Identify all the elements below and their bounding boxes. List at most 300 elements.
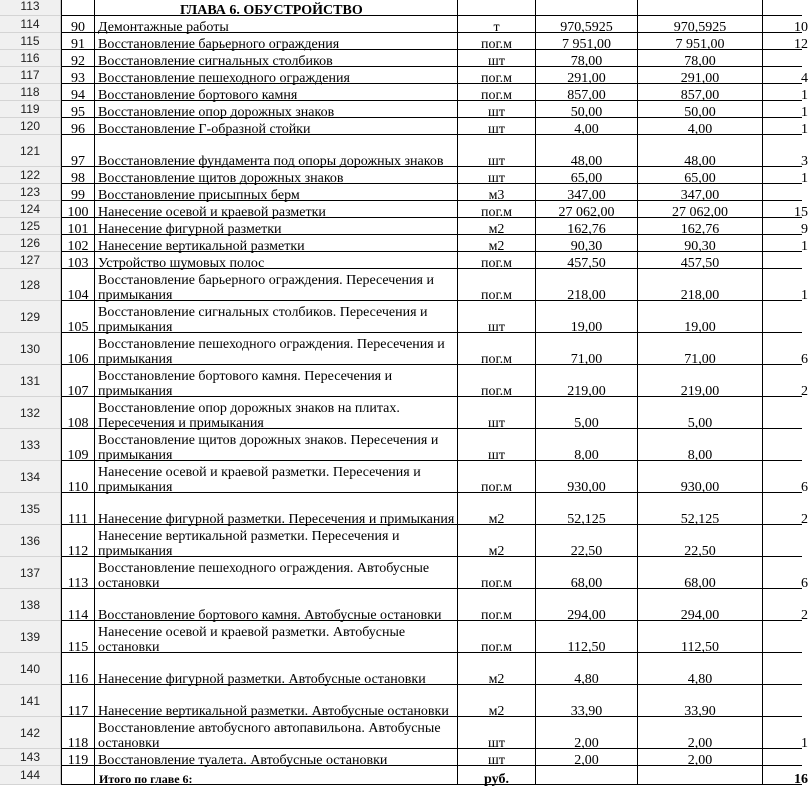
cell-extra-text: 15 (794, 205, 808, 220)
cell-qty2-text: 347,00 (680, 188, 720, 203)
cell-qty2-text: 4,80 (687, 672, 713, 687)
cell-num[interactable] (61, 557, 94, 589)
cell-num[interactable] (61, 16, 94, 33)
cell-qty1[interactable] (535, 717, 637, 749)
cell-qty1-text: 219,00 (567, 384, 606, 399)
cell-name[interactable] (94, 749, 457, 766)
cell-qty1-text: 970,5925 (560, 20, 613, 35)
cell-qty2-text: 7 951,00 (675, 37, 725, 52)
cell-num-text: 117 (67, 704, 89, 719)
cell-qty1[interactable] (535, 621, 637, 653)
cell-num-text: 116 (67, 672, 89, 687)
row-header[interactable]: 126 (0, 235, 61, 252)
cell-unit-text: шт (488, 122, 505, 137)
row-header[interactable]: 115 (0, 33, 61, 50)
cell-qty2[interactable] (637, 201, 762, 218)
cell-unit[interactable] (457, 301, 535, 333)
row-header[interactable]: 124 (0, 201, 61, 218)
cell-qty1[interactable] (535, 301, 637, 333)
cell-qty1-text: 19,00 (570, 320, 603, 335)
cell-extra[interactable] (762, 33, 808, 52)
cell-unit[interactable] (457, 365, 535, 397)
cell-qty1[interactable] (535, 461, 637, 493)
cell-unit[interactable] (457, 135, 535, 167)
cell-qty2[interactable] (637, 557, 762, 589)
cell-name[interactable] (94, 397, 457, 429)
cell-qty1-text: 50,00 (570, 105, 603, 120)
row-header[interactable]: 118 (0, 84, 61, 101)
section-header-row (0, 0, 798, 16)
cell-extra[interactable] (762, 685, 802, 717)
cell-qty2[interactable] (637, 589, 762, 621)
cell-name[interactable] (94, 589, 457, 621)
cell-unit[interactable] (457, 525, 535, 557)
row-header[interactable]: 113 (0, 0, 61, 16)
table-row (0, 269, 808, 303)
cell-name[interactable] (94, 235, 457, 252)
cell-num[interactable] (61, 67, 94, 84)
cell-unit[interactable] (457, 717, 535, 749)
cell-unit-text: шт (488, 105, 505, 120)
cell-extra[interactable] (762, 201, 808, 220)
cell-qty1[interactable] (535, 252, 637, 269)
cell-extra[interactable] (762, 365, 808, 399)
row-header[interactable]: 120 (0, 118, 61, 135)
section-title[interactable] (94, 0, 457, 16)
cell-extra-text: 1 (801, 171, 808, 186)
cell-qty1[interactable] (535, 67, 637, 84)
cell-qty2[interactable] (637, 685, 762, 717)
cell-qty1[interactable] (535, 269, 637, 301)
total-extra[interactable] (762, 766, 808, 787)
cell-extra[interactable] (762, 653, 802, 685)
cell-qty2-text: 27 062,00 (672, 205, 728, 220)
cell-extra[interactable] (762, 101, 808, 120)
cell-name[interactable] (94, 685, 457, 717)
cell-qty2[interactable] (637, 235, 762, 252)
cell-qty2[interactable] (637, 218, 762, 235)
cell-name[interactable] (94, 167, 457, 184)
cell-name[interactable] (94, 50, 457, 67)
row-header[interactable]: 131 (0, 365, 61, 397)
row-header[interactable]: 121 (0, 135, 61, 167)
table-row (0, 589, 808, 623)
cell-name[interactable] (94, 493, 457, 525)
cell-unit[interactable] (457, 653, 535, 685)
cell-name[interactable] (94, 184, 457, 201)
cell-name[interactable] (94, 621, 457, 653)
cell-unit[interactable] (457, 184, 535, 201)
cell-qty1-text: 5,00 (574, 416, 599, 431)
cell-name[interactable] (94, 16, 457, 33)
cell-unit[interactable] (457, 333, 535, 365)
cell-unit[interactable] (457, 118, 535, 135)
cell-qty1[interactable] (535, 50, 637, 67)
cell-unit-text: пог.м (480, 576, 512, 591)
cell-unit[interactable] (457, 67, 535, 84)
cell-qty2-text: 218,00 (680, 288, 720, 303)
cell-name[interactable] (94, 333, 457, 365)
cell-extra[interactable] (762, 333, 808, 367)
cell-name-text: Восстановление фундамента под опоры дорожных знаков (98, 154, 444, 169)
cell-name-text: Нанесение фигурной разметки (98, 222, 282, 237)
cell-unit[interactable] (457, 101, 535, 118)
cell-num[interactable] (61, 749, 94, 766)
cell-name[interactable] (94, 717, 457, 749)
cell-qty2[interactable] (637, 766, 762, 785)
cell-unit[interactable] (457, 16, 535, 33)
cell-extra[interactable] (762, 218, 808, 237)
cell-qty1[interactable] (535, 33, 637, 50)
cell-unit-text: пог.м (480, 288, 512, 303)
row-header[interactable]: 130 (0, 333, 61, 365)
cell-num-text: 99 (71, 188, 85, 203)
cell-qty1[interactable] (535, 766, 637, 785)
cell-qty2[interactable] (637, 397, 762, 429)
cell-qty1-text: 8,00 (574, 448, 599, 463)
row-header[interactable]: 137 (0, 557, 61, 589)
cell-name-text: Восстановление сигнальных столбиков. Пересечения и примыкания (98, 305, 428, 335)
cell-unit-text: шт (488, 448, 505, 463)
row-header[interactable]: 127 (0, 252, 61, 269)
cell-qty2[interactable] (637, 84, 762, 101)
cell-name-text: Восстановление Г-образной стойки (98, 122, 311, 137)
table-row (0, 201, 808, 220)
cell-name[interactable] (94, 301, 457, 333)
cell-unit-text: шт (488, 171, 505, 186)
table-row (0, 101, 808, 120)
cell-qty2[interactable] (637, 493, 762, 525)
cell-extra[interactable] (762, 397, 802, 429)
cell-num[interactable] (61, 218, 94, 235)
cell-unit[interactable] (457, 397, 535, 429)
cell-unit[interactable] (457, 218, 535, 235)
cell-extra[interactable] (762, 429, 802, 461)
cell-name[interactable] (94, 269, 457, 301)
cell-unit[interactable] (457, 685, 535, 717)
cell-name[interactable] (94, 557, 457, 589)
cell-qty2[interactable] (637, 252, 762, 269)
cell-name[interactable] (94, 525, 457, 557)
cell-extra[interactable] (762, 717, 808, 751)
cell-unit[interactable] (457, 84, 535, 101)
total-label[interactable] (94, 766, 457, 785)
cell-name[interactable] (94, 461, 457, 493)
cell-extra[interactable] (762, 461, 808, 495)
cell-qty1[interactable] (535, 397, 637, 429)
cell-extra-text: 1 (801, 736, 808, 751)
cell-qty2[interactable] (637, 16, 762, 33)
cell-num[interactable] (61, 461, 94, 493)
cell-qty1[interactable] (535, 429, 637, 461)
cell-name-text: Демонтажные работы (98, 20, 229, 35)
row-header[interactable]: 123 (0, 184, 61, 201)
cell-num[interactable] (61, 252, 94, 269)
cell-extra-text: 10 (794, 20, 808, 35)
cell-unit[interactable] (457, 429, 535, 461)
table-row (0, 301, 798, 333)
cell-num[interactable] (61, 333, 94, 365)
cell-qty2[interactable] (637, 67, 762, 84)
cell-name[interactable] (94, 653, 457, 685)
cell-qty2[interactable] (637, 333, 762, 365)
row-header[interactable]: 125 (0, 218, 61, 235)
total-label-text: Итого по главе 6: (99, 772, 193, 786)
cell-num[interactable] (61, 50, 94, 67)
cell-unit-text: шт (488, 736, 505, 751)
cell-num[interactable] (61, 685, 94, 717)
cell-qty2[interactable] (637, 717, 762, 749)
cell-qty2[interactable] (637, 461, 762, 493)
cell-name-text: Нанесение фигурной разметки. Автобусные остановки (98, 672, 426, 687)
cell-qty1-text: 2,00 (574, 736, 599, 751)
cell-qty1-text: 218,00 (567, 288, 606, 303)
cell-qty1[interactable] (535, 333, 637, 365)
cell-name[interactable] (94, 101, 457, 118)
cell-num-text: 106 (67, 352, 89, 367)
cell-extra[interactable] (762, 118, 808, 137)
cell-num-text: 119 (67, 753, 89, 768)
cell-unit[interactable] (457, 589, 535, 621)
row-header[interactable]: 133 (0, 429, 61, 461)
cell-qty2[interactable] (637, 429, 762, 461)
cell-num[interactable] (61, 167, 94, 184)
row-header[interactable]: 136 (0, 525, 61, 557)
cell-name[interactable] (94, 67, 457, 84)
cell-num[interactable] (61, 201, 94, 218)
cell-qty2[interactable] (637, 50, 762, 67)
row-header[interactable]: 128 (0, 269, 61, 301)
row-header[interactable]: 129 (0, 301, 61, 333)
cell-num[interactable] (61, 235, 94, 252)
table-row (0, 118, 808, 137)
table-row (0, 397, 798, 429)
cell-qty2-text: 52,125 (680, 512, 720, 527)
cell-unit[interactable] (457, 235, 535, 252)
cell-qty2[interactable] (637, 184, 762, 201)
cell-extra[interactable] (762, 749, 802, 766)
cell-qty2[interactable] (637, 0, 762, 16)
cell-unit[interactable] (457, 749, 535, 766)
cell-unit[interactable] (457, 252, 535, 269)
row-header[interactable]: 135 (0, 493, 61, 525)
cell-extra[interactable] (762, 16, 808, 35)
cell-qty1[interactable] (535, 135, 637, 167)
cell-name[interactable] (94, 33, 457, 50)
cell-name[interactable] (94, 429, 457, 461)
cell-unit[interactable] (457, 461, 535, 493)
cell-num-text: 101 (67, 222, 89, 237)
cell-qty1[interactable] (535, 557, 637, 589)
cell-num[interactable] (61, 135, 94, 167)
cell-qty2[interactable] (637, 33, 762, 50)
cell-qty1[interactable] (535, 218, 637, 235)
cell-extra[interactable] (762, 50, 802, 67)
cell-qty1[interactable] (535, 101, 637, 118)
cell-qty2[interactable] (637, 301, 762, 333)
cell-unit-text: пог.м (480, 352, 512, 367)
total-unit[interactable] (457, 766, 535, 785)
cell-extra[interactable] (762, 493, 808, 527)
cell-unit[interactable] (457, 557, 535, 589)
cell-extra[interactable] (762, 525, 802, 557)
cell-qty1[interactable] (535, 84, 637, 101)
cell-num[interactable] (61, 269, 94, 301)
cell-qty1-text: 457,50 (567, 256, 606, 271)
cell-qty1-text: 162,76 (567, 222, 606, 237)
cell-extra[interactable] (762, 557, 808, 591)
cell-qty2-text: 90,30 (684, 239, 716, 254)
cell-qty1[interactable] (535, 493, 637, 525)
row-header[interactable]: 132 (0, 397, 61, 429)
cell-extra[interactable] (762, 84, 808, 103)
row-header[interactable]: 143 (0, 749, 61, 766)
cell-qty2[interactable] (637, 269, 762, 301)
cell-name[interactable] (94, 365, 457, 397)
cell-qty2-text: 50,00 (684, 105, 716, 120)
cell-num[interactable] (61, 429, 94, 461)
cell-num-text: 102 (67, 239, 89, 254)
cell-extra[interactable] (762, 67, 808, 86)
cell-name[interactable] (94, 218, 457, 235)
row-header[interactable]: 141 (0, 685, 61, 717)
cell-num[interactable] (61, 118, 94, 135)
cell-num[interactable] (61, 397, 94, 429)
table-row (0, 653, 798, 685)
total-unit-text: руб. (484, 772, 509, 787)
cell-name-text: Восстановление присыпных берм (98, 188, 300, 203)
cell-unit[interactable] (457, 50, 535, 67)
cell-qty2[interactable] (637, 365, 762, 397)
cell-num[interactable] (61, 365, 94, 397)
cell-extra[interactable] (762, 0, 802, 16)
cell-extra[interactable] (762, 184, 802, 201)
cell-name[interactable] (94, 135, 457, 167)
cell-num[interactable] (61, 493, 94, 525)
cell-num-text: 112 (67, 544, 89, 559)
cell-unit[interactable] (457, 201, 535, 218)
cell-extra-text: 1 (801, 88, 808, 103)
cell-name[interactable] (94, 118, 457, 135)
cell-qty2[interactable] (637, 653, 762, 685)
cell-num[interactable] (61, 621, 94, 653)
cell-unit-text: м2 (488, 222, 505, 237)
cell-qty2-text: 22,50 (684, 544, 716, 559)
cell-num[interactable] (61, 33, 94, 50)
row-header[interactable]: 117 (0, 67, 61, 84)
cell-num[interactable] (61, 525, 94, 557)
table-row (0, 333, 808, 367)
cell-qty2[interactable] (637, 135, 762, 167)
cell-num[interactable] (61, 0, 94, 16)
cell-qty1[interactable] (535, 235, 637, 252)
row-header[interactable]: 142 (0, 717, 61, 749)
cell-qty1[interactable] (535, 749, 637, 766)
cell-num[interactable] (61, 101, 94, 118)
cell-qty1[interactable] (535, 589, 637, 621)
row-header[interactable]: 122 (0, 167, 61, 184)
cell-num[interactable] (61, 589, 94, 621)
cell-num[interactable] (61, 717, 94, 749)
cell-extra-text: 2 (801, 512, 808, 527)
row-header[interactable]: 134 (0, 461, 61, 493)
cell-num[interactable] (61, 766, 94, 785)
row-header[interactable]: 138 (0, 589, 61, 621)
cell-name[interactable] (94, 252, 457, 269)
cell-extra[interactable] (762, 621, 802, 653)
cell-extra[interactable] (762, 135, 808, 169)
cell-qty2[interactable] (637, 621, 762, 653)
cell-name-text: Восстановление барьерного ограждения. Пересечения и примыкания (98, 273, 434, 303)
row-header[interactable]: 140 (0, 653, 61, 685)
cell-num-text: 115 (67, 640, 89, 655)
cell-extra[interactable] (762, 252, 802, 269)
cell-name[interactable] (94, 84, 457, 101)
cell-qty1[interactable] (535, 201, 637, 218)
cell-qty2-text: 68,00 (684, 576, 716, 591)
cell-num[interactable] (61, 184, 94, 201)
cell-num-text: 103 (67, 256, 89, 271)
cell-num-text: 111 (68, 512, 88, 527)
cell-extra[interactable] (762, 301, 802, 333)
cell-unit-text: пог.м (480, 384, 512, 399)
cell-unit[interactable] (457, 493, 535, 525)
cell-extra[interactable] (762, 235, 808, 254)
cell-name-text: Восстановление туалета. Автобусные остановки (98, 753, 388, 768)
cell-num[interactable] (61, 653, 94, 685)
cell-unit[interactable] (457, 0, 535, 16)
cell-qty1[interactable] (535, 16, 637, 33)
cell-qty2[interactable] (637, 101, 762, 118)
cell-unit[interactable] (457, 33, 535, 50)
cell-unit[interactable] (457, 269, 535, 301)
cell-qty2[interactable] (637, 118, 762, 135)
cell-qty2[interactable] (637, 749, 762, 766)
cell-num[interactable] (61, 84, 94, 101)
cell-qty1[interactable] (535, 653, 637, 685)
cell-unit[interactable] (457, 621, 535, 653)
cell-unit-text: м2 (488, 512, 505, 527)
cell-qty2[interactable] (637, 167, 762, 184)
cell-qty1[interactable] (535, 167, 637, 184)
row-header[interactable]: 114 (0, 16, 61, 33)
cell-qty1[interactable] (535, 525, 637, 557)
row-header[interactable]: 139 (0, 621, 61, 653)
cell-extra[interactable] (762, 269, 808, 303)
cell-qty1[interactable] (535, 184, 637, 201)
cell-extra[interactable] (762, 167, 808, 186)
row-header[interactable]: 119 (0, 101, 61, 118)
cell-num[interactable] (61, 301, 94, 333)
cell-unit-text: м2 (488, 239, 505, 254)
cell-qty1[interactable] (535, 685, 637, 717)
cell-qty1[interactable] (535, 118, 637, 135)
row-header[interactable]: 144 (0, 766, 61, 785)
cell-qty2[interactable] (637, 525, 762, 557)
row-header[interactable]: 116 (0, 50, 61, 67)
cell-qty1-text: 48,00 (570, 154, 603, 169)
cell-qty1-text: 4,80 (574, 672, 599, 687)
cell-name[interactable] (94, 201, 457, 218)
cell-num-text: 110 (67, 480, 89, 495)
cell-unit[interactable] (457, 167, 535, 184)
cell-qty2-text: 112,50 (681, 640, 719, 655)
cell-qty2-text: 5,00 (687, 416, 713, 431)
cell-extra[interactable] (762, 589, 808, 623)
cell-qty1[interactable] (535, 0, 637, 16)
cell-name-text: Нанесение вертикальной разметки. Автобусные остановки (98, 704, 449, 719)
cell-qty1[interactable] (535, 365, 637, 397)
